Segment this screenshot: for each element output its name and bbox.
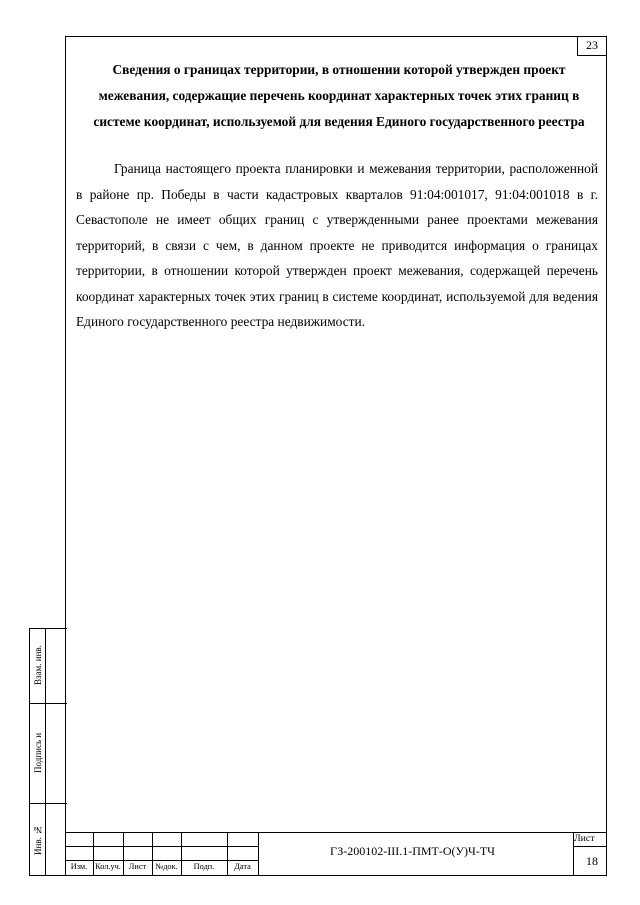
- section-title: Сведения о границах территории, в отношении которой утвержден проект межевания, содержащие перечень координат характерных точек этих границ в системе координат, используемой для ведения Единого государственного реестра: [93, 62, 585, 129]
- stamp-col-ndok: №док.: [155, 862, 178, 871]
- body-paragraph: Граница настоящего проекта планировки и межевания территории, расположенной в районе пр. Победы в части кадастровых кварталов 91:04:001017, 91:04:001018 в г. Севастополе не имеет общих границ с утвержденными ранее проектами межевания территорий, в связи с чем, в данном проекте не приводится информация о границах территории, в отношении которой утвержден проект межевания, содержащей перечень координат характерных точек этих границ в системе координат, используемой для ведения Единого государственного реестра недвижимости.: [76, 161, 598, 329]
- document-code: ГЗ-200102-III.1-ПМТ-О(У)Ч-ТЧ: [330, 844, 495, 858]
- stamp-col-podp: Подп.: [193, 862, 215, 871]
- side-label-inventory-no: Инв. №: [33, 824, 43, 855]
- sheet-number: 18: [586, 854, 598, 868]
- stamp-col-data: Дата: [234, 862, 251, 871]
- side-label-signature: Подпись и: [33, 732, 43, 774]
- sheet-label: Лист: [574, 833, 595, 844]
- stamp-col-list: Лист: [128, 862, 147, 871]
- side-binding-strip: [29, 628, 67, 876]
- stamp-col-koluch: Кол.уч.: [95, 862, 121, 871]
- page-number: 23: [577, 36, 607, 56]
- page-frame: [65, 36, 607, 876]
- side-label-replacement-inv: Взам. инв.: [33, 645, 43, 686]
- stamp-col-izm: Изм.: [70, 862, 88, 871]
